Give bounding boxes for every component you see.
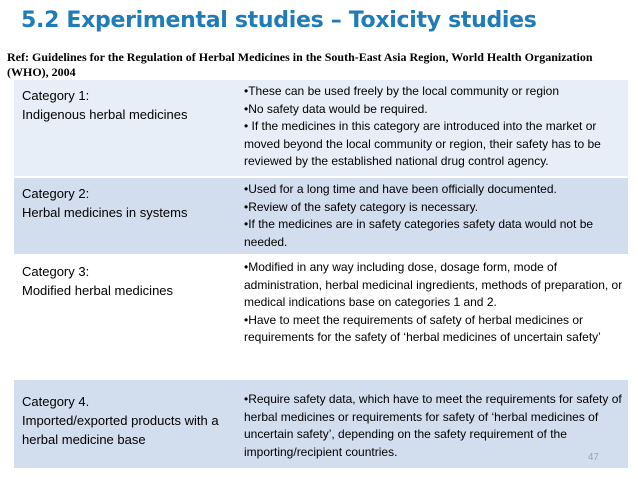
table-row: [14, 177, 628, 255]
category-title: Modified herbal medicines: [22, 283, 174, 298]
category-name-cell: [14, 379, 236, 468]
category-label: Category 2:: [22, 186, 90, 201]
table-row: [14, 255, 628, 379]
category-label: Category 1:: [22, 88, 90, 103]
category-name-cell: [14, 177, 236, 255]
category-description-cell: [236, 379, 628, 468]
category-description-cell: [236, 80, 628, 177]
slide-title: 5.2 Experimental studies – Toxicity studies: [21, 8, 537, 33]
category-name-cell: [14, 80, 236, 177]
bullet-point: •Have to meet the requirements of safety of herbal medicines or requirements for the safety of ‘herbal medicines of uncertain safety’: [244, 312, 601, 344]
bullet-point: •Require safety data, which have to meet the requirements for safety of herbal medicines or requirements for safety of ‘herbal medicines of uncertain safety’, depending on the safety requirement of the importing/recipient countries.: [244, 392, 622, 459]
page-number: 47: [587, 452, 599, 463]
bullet-point: •Modified in any way including dose, dosage form, mode of administration, herbal medicinal ingredients, methods of preparation, or medical indications base on categories 1 and 2.: [244, 260, 623, 309]
reference-note: Ref: Guidelines for the Regulation of Herbal Medicines in the South-East Asia Region, World Health Organization (WHO), 2004: [7, 50, 593, 79]
bullet-point: •Used for a long time and have been officially documented.: [244, 182, 557, 196]
bullet-point: •No safety data would be required.: [244, 101, 428, 116]
category-title: Herbal medicines in systems: [22, 205, 188, 220]
bullet-point: •If the medicines are in safety categories safety data would not be needed.: [244, 217, 594, 249]
category-description-cell: [236, 177, 628, 255]
bullet-point: •Review of the safety category is necessary.: [244, 199, 479, 214]
bullet-point: • If the medicines in this category are introduced into the market or moved beyond the local community or region, their safety has to be reviewed by the established national drug control agency.: [244, 119, 601, 168]
category-title: Indigenous herbal medicines: [22, 107, 188, 122]
category-name-cell: [14, 255, 236, 379]
category-label: Category 3:: [22, 264, 90, 279]
table-row: [14, 80, 628, 177]
category-table: [14, 80, 628, 468]
category-description-cell: [236, 255, 628, 379]
bullet-point: •These can be used freely by the local community or region: [244, 84, 560, 98]
category-title: Imported/exported products with a herbal medicine base: [22, 413, 219, 447]
category-label: Category 4.: [22, 394, 90, 409]
table-row: [14, 379, 628, 468]
